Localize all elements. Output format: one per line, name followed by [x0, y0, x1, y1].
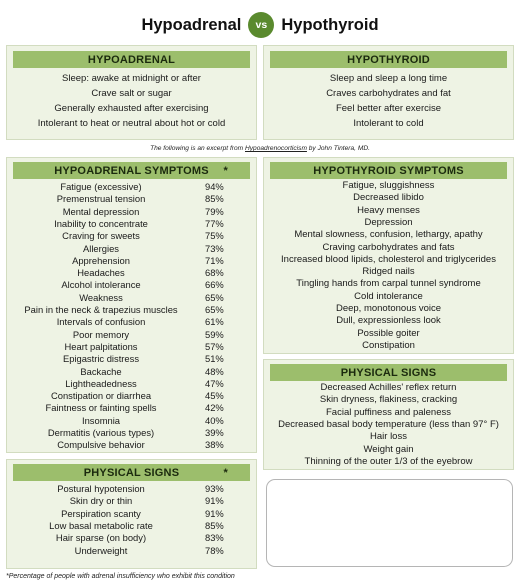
symptom-row — [7, 304, 256, 315]
list-item: Constipation — [362, 339, 415, 351]
symptom-percentage: 91% — [205, 507, 224, 519]
symptom-percentage: 79% — [205, 205, 224, 217]
symptom-row — [7, 520, 256, 531]
compare-item: Sleep and sleep a long time — [329, 73, 448, 84]
compare-item: Sleep: awake at midnight or after — [62, 73, 201, 84]
symptom-percentage: 40% — [205, 414, 224, 426]
symptom-row — [7, 378, 256, 389]
hypoadrenal-symptoms-panel — [6, 157, 257, 453]
blank-box — [266, 479, 513, 567]
symptom-row — [7, 353, 256, 364]
symptom-percentage: 42% — [205, 402, 224, 414]
symptom-percentage: 93% — [205, 483, 224, 494]
hypoadrenal-symptoms-header — [13, 162, 250, 179]
asterisk-marker: * — [223, 466, 228, 479]
symptom-row — [7, 193, 256, 204]
symptom-row — [7, 329, 256, 340]
symptom-name: Poor memory — [72, 328, 130, 340]
symptom-row — [7, 532, 256, 543]
hypoadrenal-physical-panel — [6, 459, 257, 569]
compare-item: Feel better after exercise — [335, 103, 442, 114]
symptom-name: Mental depression — [62, 205, 140, 217]
symptom-percentage: 71% — [205, 254, 224, 266]
list-item: Depression — [364, 216, 413, 228]
symptom-row — [7, 508, 256, 519]
symptom-name: Postural hypotension — [57, 483, 145, 494]
vs-badge: vs — [248, 12, 274, 38]
list-item: Craving carbohydrates and fats — [322, 241, 455, 253]
symptom-percentage: 66% — [205, 279, 224, 291]
symptom-percentage: 73% — [205, 242, 224, 254]
title-hypoadrenal: Hypoadrenal — [141, 15, 242, 34]
symptom-percentage: 91% — [205, 495, 224, 507]
excerpt-author: by John Tintera, MD. — [306, 145, 370, 152]
symptom-name: Insomnia — [81, 414, 121, 426]
symptom-row — [7, 316, 256, 327]
symptom-name: Intervals of confusion — [56, 316, 146, 328]
symptom-row — [7, 243, 256, 254]
symptom-row — [7, 230, 256, 241]
symptom-row — [7, 292, 256, 303]
symptom-percentage: 78% — [205, 544, 224, 556]
list-item: Possible goiter — [357, 327, 420, 339]
symptom-row — [7, 206, 256, 217]
symptom-percentage: 85% — [205, 519, 224, 531]
symptom-row — [7, 181, 256, 192]
symptom-row — [7, 267, 256, 278]
hypothyroid-header: HYPOTHYROID — [270, 51, 507, 68]
list-item: Ridged nails — [362, 266, 415, 278]
symptom-name: Low basal metabolic rate — [49, 519, 153, 531]
header-label: HYPOADRENAL SYMPTOMS — [54, 164, 209, 177]
symptom-percentage: 75% — [205, 230, 224, 242]
symptom-name: Headaches — [77, 267, 125, 279]
symptom-percentage: 94% — [205, 181, 224, 192]
compare-item: Craves carbohydrates and fat — [326, 88, 451, 99]
symptom-row — [7, 495, 256, 506]
symptom-name: Premenstrual tension — [56, 193, 146, 205]
excerpt-book-title: Hypoadrenocorticism — [245, 145, 307, 152]
list-item: Mental slowness, confusion, lethargy, apathy — [294, 229, 483, 241]
list-item: Decreased libido — [353, 192, 424, 204]
symptom-name: Epigastric distress — [62, 353, 140, 365]
symptom-name: Constipation or diarrhea — [50, 390, 152, 402]
list-item: Dull, expressionless look — [336, 315, 441, 327]
symptom-name: Compulsive behavior — [57, 439, 145, 451]
symptom-row — [7, 545, 256, 556]
excerpt-note — [0, 145, 520, 152]
hypothyroid-physical-panel — [263, 359, 514, 470]
hypoadrenal-compare-panel — [6, 45, 257, 140]
symptom-row — [7, 483, 256, 494]
symptom-percentage: 77% — [205, 217, 224, 229]
symptom-row — [7, 427, 256, 438]
hypothyroid-physical-header: PHYSICAL SIGNS — [270, 364, 507, 381]
list-item: Decreased basal body temperature (less than 97° F) — [278, 418, 499, 430]
symptom-percentage: 83% — [205, 532, 224, 544]
page-title — [0, 10, 520, 40]
symptom-row — [7, 439, 256, 450]
symptom-percentage: 61% — [205, 316, 224, 328]
symptom-name: Apprehension — [72, 254, 130, 266]
symptom-name: Dermatitis (various types) — [47, 427, 155, 438]
symptom-name: Inability to concentrate — [54, 217, 148, 229]
symptom-percentage: 51% — [205, 353, 224, 365]
symptom-name: Craving for sweets — [62, 230, 140, 242]
symptom-percentage: 65% — [205, 291, 224, 303]
symptom-name: Faintness or fainting spells — [45, 402, 157, 414]
list-item: Decreased Achilles' reflex return — [320, 382, 457, 393]
title-hypothyroid: Hypothyroid — [281, 15, 379, 34]
hypoadrenal-header: HYPOADRENAL — [13, 51, 250, 68]
symptom-percentage: 59% — [205, 328, 224, 340]
footnote: *Percentage of people with adrenal insufficiency who exhibit this condition — [6, 573, 235, 580]
hypoadrenal-physical-header — [13, 464, 250, 481]
list-item: Fatigue, sluggishness — [342, 180, 435, 191]
symptom-percentage: 68% — [205, 267, 224, 279]
compare-item: Crave salt or sugar — [91, 88, 172, 99]
list-item: Tingling hands from carpal tunnel syndrome — [296, 278, 481, 290]
compare-item: Generally exhausted after exercising — [54, 103, 209, 114]
symptom-name: Backache — [80, 365, 122, 377]
list-item: Skin dryness, flakiness, cracking — [319, 394, 458, 406]
compare-item: Intolerant to heat or neutral about hot or cold — [37, 118, 226, 129]
symptom-row — [7, 366, 256, 377]
symptom-row — [7, 415, 256, 426]
list-item: Facial puffiness and paleness — [326, 406, 451, 418]
symptom-name: Underweight — [74, 544, 128, 556]
hypothyroid-symptoms-header: HYPOTHYROID SYMPTOMS — [270, 162, 507, 179]
list-item: Increased blood lipids, cholesterol and triglycerides — [281, 253, 496, 265]
symptom-percentage: 48% — [205, 365, 224, 377]
symptom-percentage: 38% — [205, 439, 224, 451]
symptom-name: Lightheadedness — [65, 377, 137, 389]
symptom-name: Alcohol intolerance — [61, 279, 141, 291]
symptom-name: Heart palpitations — [64, 340, 138, 352]
list-item: Deep, monotonous voice — [335, 303, 442, 314]
list-item: Heavy menses — [357, 204, 420, 216]
symptom-percentage: 39% — [205, 427, 224, 438]
symptom-row — [7, 279, 256, 290]
list-item: Weight gain — [363, 443, 414, 455]
symptom-percentage: 65% — [205, 304, 224, 315]
asterisk-marker: * — [223, 164, 228, 177]
hypothyroid-compare-panel — [263, 45, 514, 140]
symptom-name: Fatigue (excessive) — [60, 181, 142, 192]
symptom-name: Pain in the neck & trapezius muscles — [24, 304, 178, 315]
symptom-row — [7, 341, 256, 352]
compare-item: Intolerant to cold — [353, 118, 424, 129]
header-label: PHYSICAL SIGNS — [83, 466, 180, 479]
symptom-name: Skin dry or thin — [69, 495, 133, 507]
list-item: Cold intolerance — [354, 290, 423, 302]
symptom-percentage: 45% — [205, 390, 224, 402]
list-item: Thinning of the outer 1/3 of the eyebrow — [304, 455, 473, 467]
symptom-row — [7, 402, 256, 413]
list-item: Hair loss — [370, 431, 407, 443]
symptom-name: Weakness — [79, 291, 123, 303]
hypothyroid-symptoms-panel — [263, 157, 514, 354]
symptom-percentage: 57% — [205, 340, 224, 352]
symptom-percentage: 85% — [205, 193, 224, 205]
symptom-name: Allergies — [83, 242, 119, 254]
excerpt-text: The following is an excerpt from — [150, 145, 245, 152]
symptom-row — [7, 255, 256, 266]
symptom-row — [7, 390, 256, 401]
symptom-name: Perspiration scanty — [61, 507, 141, 519]
symptom-percentage: 47% — [205, 377, 224, 389]
symptom-name: Hair sparse (on body) — [55, 532, 147, 544]
symptom-row — [7, 218, 256, 229]
